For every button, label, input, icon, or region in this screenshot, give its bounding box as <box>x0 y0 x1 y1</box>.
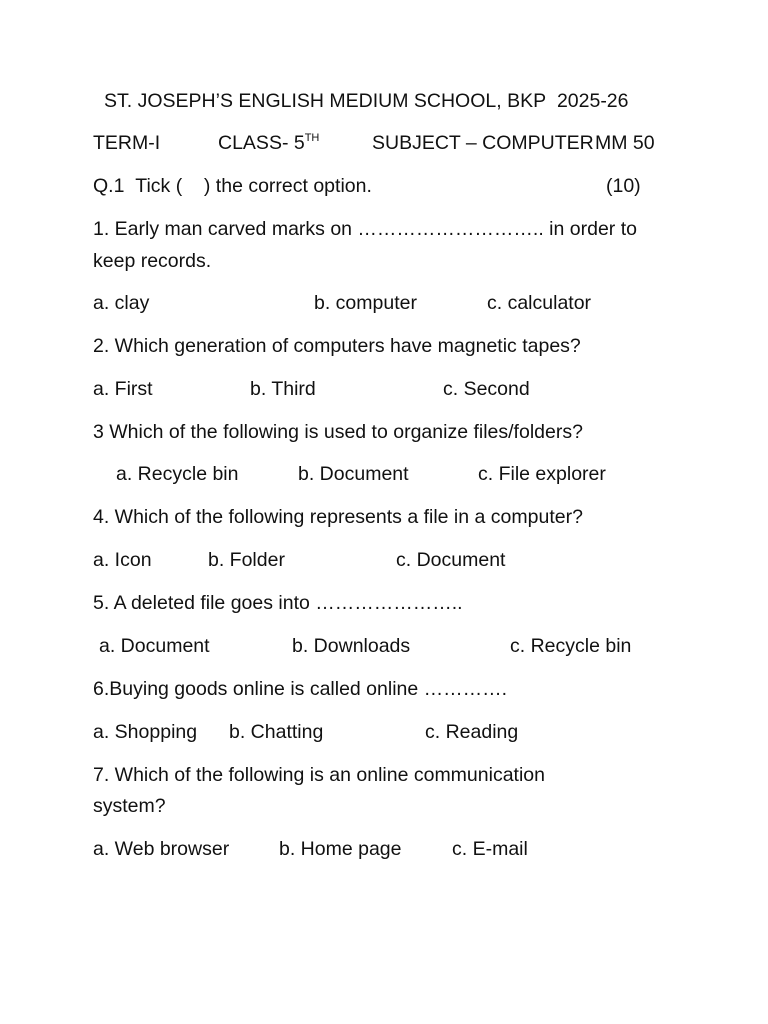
question-3-option-b: b. Document <box>298 463 409 485</box>
question-6-option-a: a. Shopping <box>93 721 198 743</box>
question-2-text: 2. Which generation of computers have magnetic tapes? <box>93 335 581 357</box>
question-5-option-c: c. Recycle bin <box>510 635 632 657</box>
question-2-option-b: b. Third <box>250 378 316 400</box>
question-7-option-a: a. Web browser <box>93 838 230 860</box>
class-label <box>218 132 319 155</box>
question-5-option-b: b. Downloads <box>292 635 411 657</box>
question-7-option-b: b. Home page <box>279 838 402 860</box>
question-number: Q.1 <box>93 175 125 197</box>
question-4-text: 4. Which of the following represents a file in a computer? <box>93 506 583 528</box>
question-7-text: 7. Which of the following is an online communication <box>93 764 545 786</box>
question-1-option-c: c. calculator <box>487 292 592 314</box>
max-marks-label: MM 50 <box>595 132 655 154</box>
question-4-option-b: b. Folder <box>208 549 285 571</box>
question-2-option-a: a. First <box>93 378 153 400</box>
school-name: ST. JOSEPH’S ENGLISH MEDIUM SCHOOL, BKP <box>104 90 547 112</box>
question-3-option-c: c. File explorer <box>478 463 606 485</box>
section-instruction <box>93 175 372 198</box>
question-4-option-c: c. Document <box>396 549 506 571</box>
subject-label: SUBJECT – COMPUTER <box>372 132 594 154</box>
school-header <box>104 89 629 113</box>
question-7-text-cont: system? <box>93 795 166 817</box>
question-1-text-cont: keep records. <box>93 250 212 272</box>
session-year: 2025-26 <box>556 90 629 112</box>
instruction-end: ) the correct option. <box>203 175 372 197</box>
question-6-text: 6.Buying goods online is called online …………. <box>93 678 508 700</box>
question-7-option-c: c. E-mail <box>452 838 528 860</box>
section-marks: (10) <box>606 175 641 197</box>
question-1-option-a: a. clay <box>93 292 150 314</box>
question-2-option-c: c. Second <box>443 378 530 400</box>
question-3-text: 3 Which of the following is used to organize files/folders? <box>93 421 583 443</box>
instruction-start: Tick ( <box>135 175 183 197</box>
question-1-text: 1. Early man carved marks on ……………………….. in order to <box>93 218 637 240</box>
question-4-option-a: a. Icon <box>93 549 152 571</box>
question-5-text: 5. A deleted file goes into ………………….. <box>93 592 463 614</box>
question-5-option-a: a. Document <box>99 635 210 657</box>
question-3-option-a: a. Recycle bin <box>116 463 239 485</box>
question-1-option-b: b. computer <box>314 292 417 314</box>
question-6-option-c: c. Reading <box>425 721 519 743</box>
class-superscript: TH <box>304 131 320 144</box>
class-text: CLASS- 5 <box>218 132 305 154</box>
question-6-option-b: b. Chatting <box>229 721 324 743</box>
term-label: TERM-I <box>93 132 161 154</box>
